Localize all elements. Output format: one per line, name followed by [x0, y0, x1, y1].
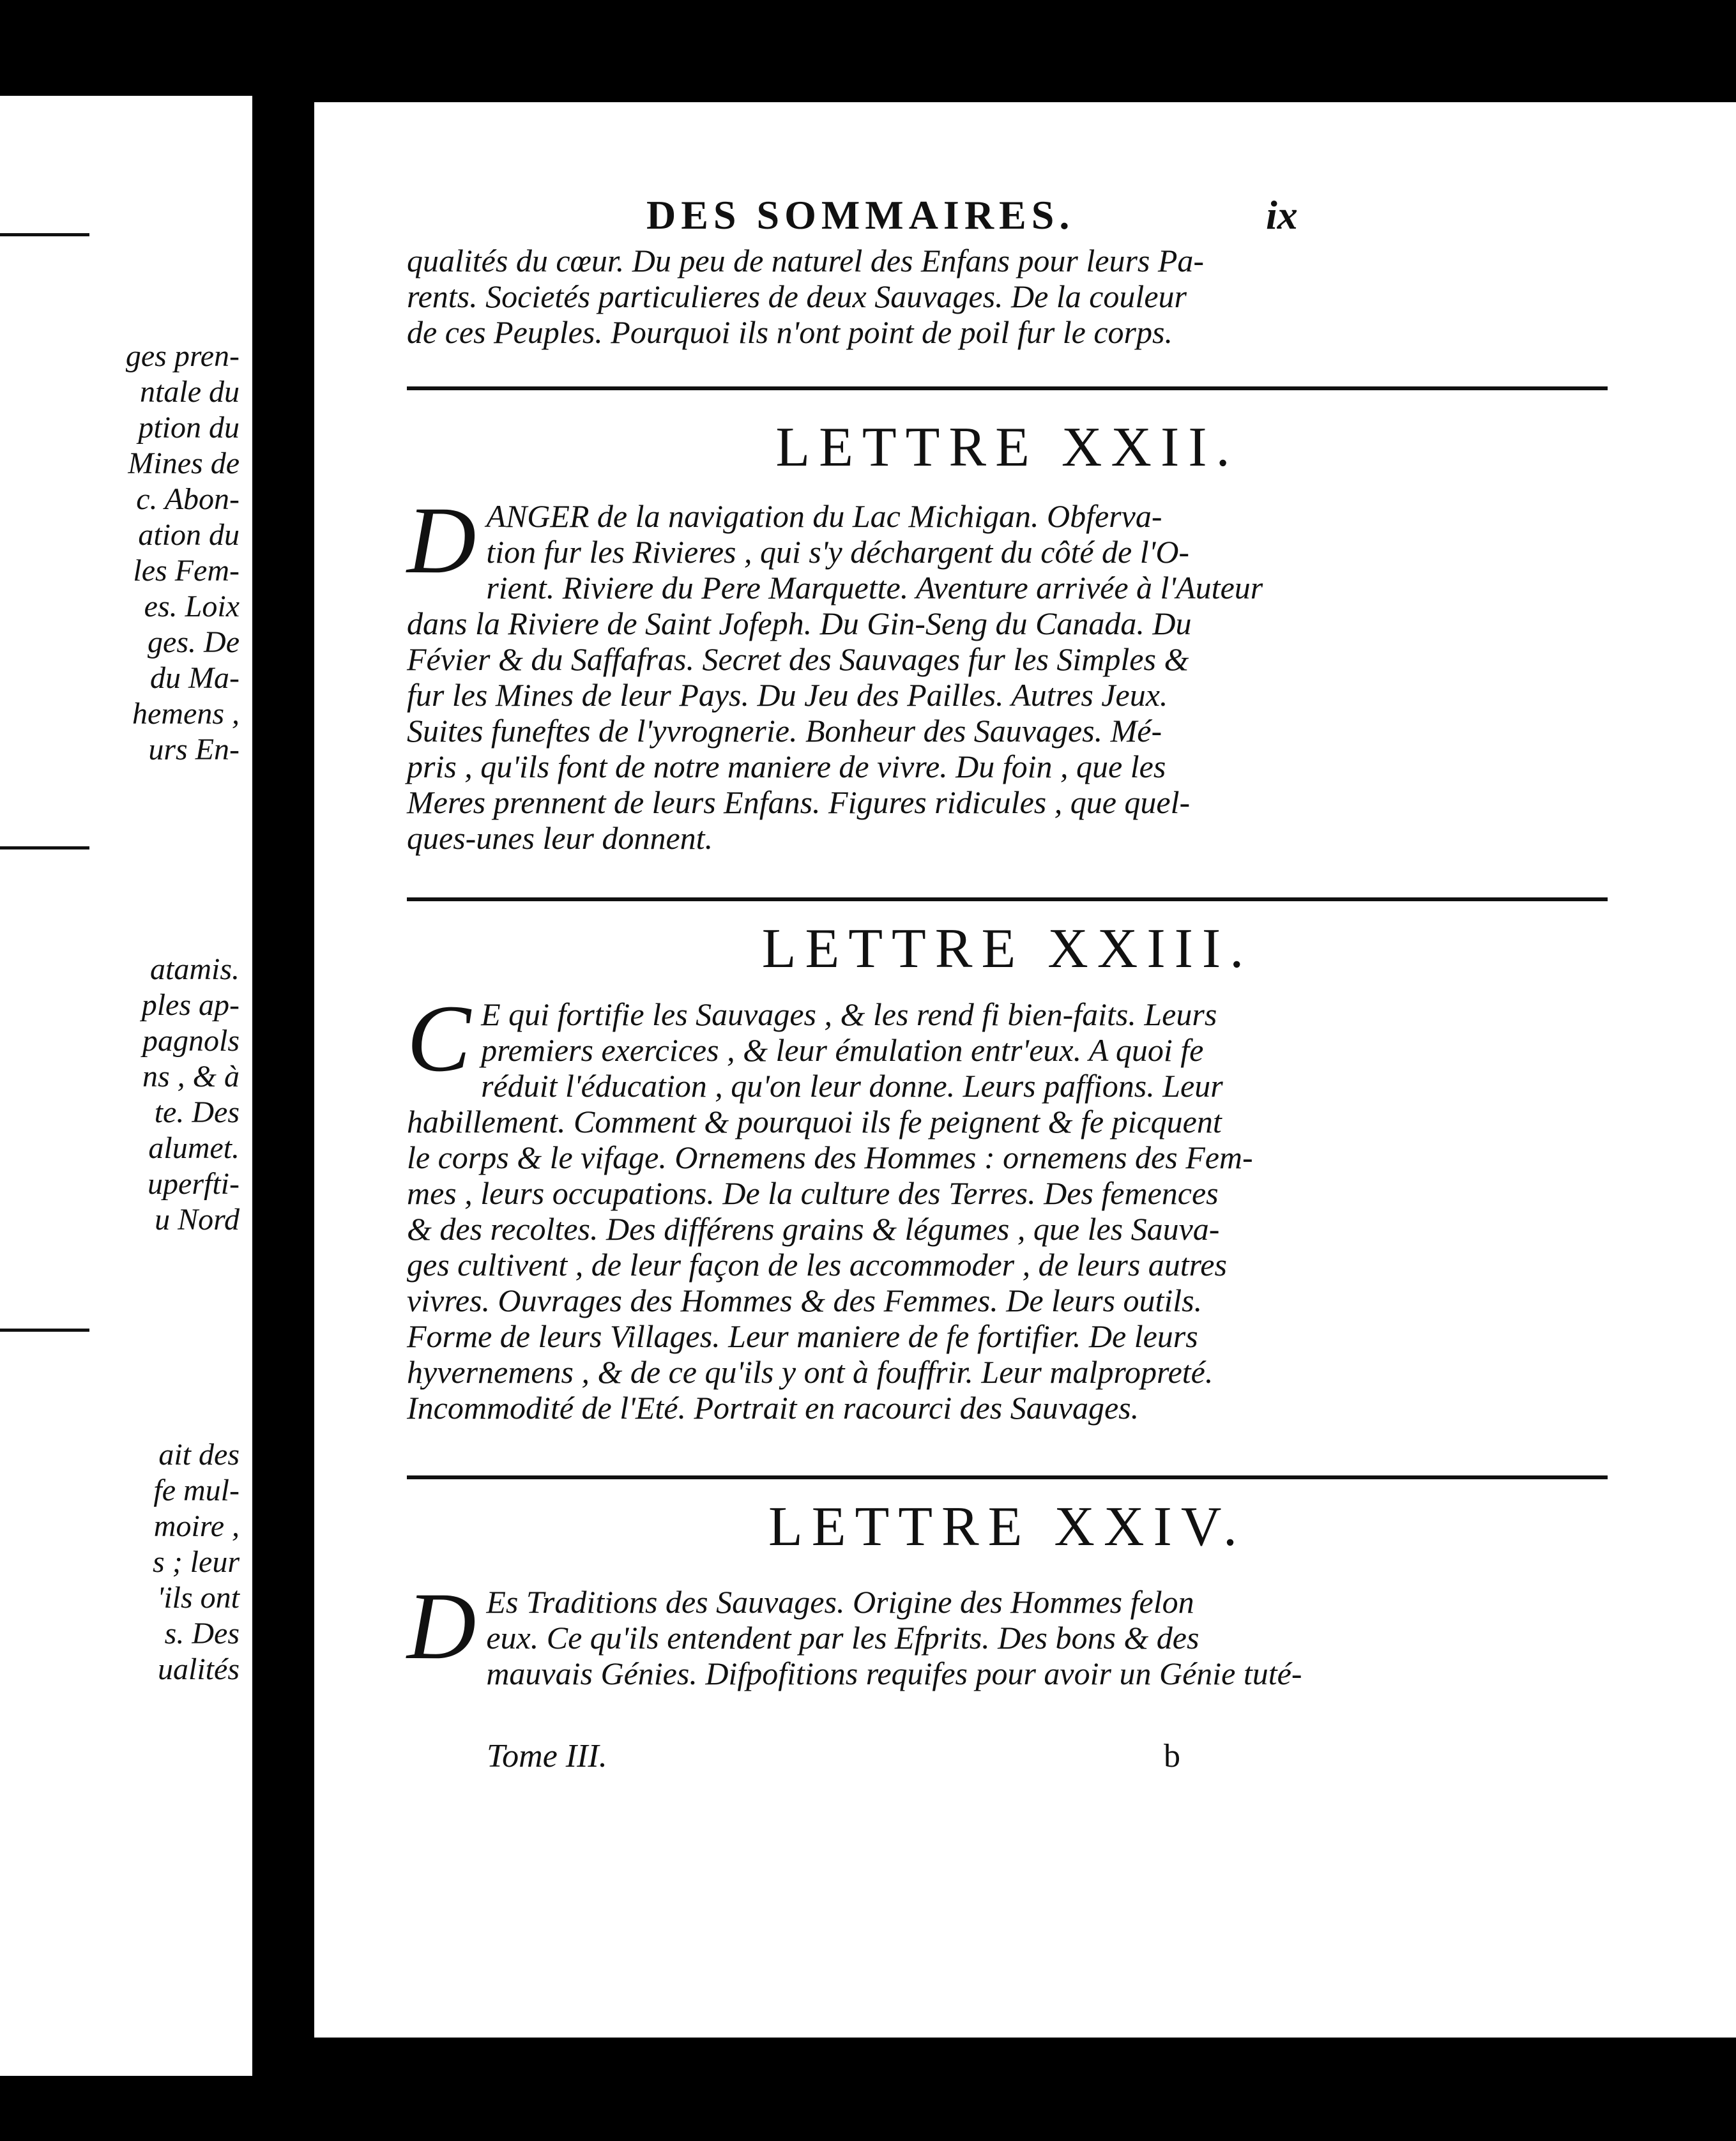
left-page-fragment: s ; leur [153, 1545, 240, 1579]
summary-line: Suites funeftes de l'yvrognerie. Bonheur des Sauvages. Mé- [407, 713, 1162, 749]
left-page-fragment: du Ma- [150, 661, 240, 695]
section-rule [407, 386, 1608, 390]
left-page-fragment: ns , & à [142, 1060, 240, 1093]
summary-line: Févier & du Saffafras. Secret des Sauvages fur les Simples & [407, 641, 1189, 677]
left-page-fragment: ait des [158, 1438, 240, 1472]
summary-line: le corps & le vifage. Ornemens des Hommes : ornemens des Fem- [407, 1139, 1253, 1175]
left-page-fragment: ption du [138, 411, 240, 445]
summary-line: ANGER de la navigation du Lac Michigan. Obferva- [486, 498, 1162, 534]
intro-line: de ces Peuples. Pourquoi ils n'ont point de poil fur le corps. [407, 314, 1173, 350]
right-page [314, 102, 1736, 2038]
letter-summary-xxiii [407, 986, 1608, 1426]
section-rule [407, 1475, 1608, 1479]
summary-line: & des recoltes. Des différens grains & légumes , que les Sauva- [407, 1211, 1220, 1247]
section-rule [407, 897, 1608, 901]
left-page-fragment: c. Abon- [136, 482, 240, 516]
left-page-fragment: les Fem- [133, 554, 240, 588]
letter-heading-xxiii: LETTRE XXIII. [761, 918, 1253, 980]
left-page-fragment: moire , [153, 1509, 240, 1543]
left-page-fragment: te. Des [154, 1095, 240, 1129]
summary-line: mes , leurs occupations. De la culture des Terres. Des femences [407, 1175, 1219, 1211]
summary-line: Incommodité de l'Eté. Portrait en racourci des Sauvages. [407, 1390, 1139, 1426]
drop-cap: D [407, 487, 476, 593]
left-page-fragment: ualités [158, 1652, 240, 1686]
summary-line: dans la Riviere de Saint Jofeph. Du Gin-Seng du Canada. Du [407, 606, 1192, 641]
left-page-fragment: 'ils ont [157, 1581, 240, 1615]
left-rule-middle [0, 846, 89, 850]
summary-line: réduit l'éducation , qu'on leur donne. Leurs paffions. Leur [481, 1068, 1223, 1104]
page-number: ix [1266, 192, 1298, 238]
left-page-fragment: atamis. [149, 952, 240, 986]
letter-summary-xxii [407, 487, 1608, 856]
summary-line: hyvernemens , & de ce qu'ils y ont à fouffrir. Leur malpropreté. [407, 1354, 1214, 1390]
left-facing-page [0, 96, 252, 2076]
left-page-fragment: fe mul- [153, 1474, 240, 1507]
summary-line: vivres. Ouvrages des Hommes & des Femmes. De leurs outils. [407, 1283, 1203, 1318]
left-page-fragment: ges pren- [125, 339, 240, 373]
summary-line: rient. Riviere du Pere Marquette. Aventure arrivée à l'Auteur [486, 570, 1263, 606]
left-page-fragment: pagnols [142, 1024, 240, 1058]
left-page-fragment: ntale du [140, 375, 240, 409]
left-rule-bottom [0, 1329, 89, 1332]
summary-line: ges cultivent , de leur façon de les accommoder , de leurs autres [407, 1247, 1227, 1283]
summary-line: Es Traditions des Sauvages. Origine des Hommes felon [486, 1584, 1194, 1620]
book-gutter [252, 0, 316, 2141]
intro-line: qualités du cœur. Du peu de naturel des Enfans pour leurs Pa- [407, 243, 1205, 278]
summary-line: mauvais Génies. Difpofitions requifes pour avoir un Génie tuté- [486, 1656, 1302, 1691]
summary-line: premiers exercices , & leur émulation entr'eux. A quoi fe [481, 1032, 1204, 1068]
left-page-fragment: u Nord [155, 1203, 240, 1237]
summary-line: Forme de leurs Villages. Leur maniere de fe fortifier. De leurs [407, 1318, 1198, 1354]
intro-paragraph [407, 243, 1608, 350]
left-rule-top [0, 233, 89, 236]
summary-line: ques-unes leur donnent. [407, 820, 713, 856]
left-page-fragment: uperfti- [148, 1167, 240, 1201]
summary-line: habillement. Comment & pourquoi ils fe peignent & fe picquent [407, 1104, 1222, 1139]
letter-heading-xxiv: LETTRE XXIV. [768, 1496, 1247, 1558]
summary-line: pris , qu'ils font de notre maniere de vivre. Du foin , que les [407, 749, 1166, 784]
running-head [314, 192, 1736, 243]
left-page-fragment: Mines de [128, 446, 240, 480]
summary-line: fur les Mines de leur Pays. Du Jeu des Pailles. Autres Jeux. [407, 677, 1168, 713]
running-title: DES SOMMAIRES. [646, 192, 1075, 238]
summary-line: eux. Ce qu'ils entendent par les Efprits. Des bons & des [486, 1620, 1199, 1656]
drop-cap: D [407, 1573, 476, 1679]
left-page-fragment: hemens , [132, 697, 240, 731]
intro-line: rents. Societés particulieres de deux Sauvages. De la couleur [407, 278, 1187, 314]
summary-line: tion fur les Rivieres , qui s'y déchargent du côté de l'O- [486, 534, 1190, 570]
left-page-fragment: s. Des [164, 1617, 240, 1650]
volume-label: Tome III. [487, 1738, 607, 1774]
left-page-fragment: urs En- [148, 733, 240, 766]
summary-line: E qui fortifie les Sauvages , & les rend fi bien-faits. Leurs [481, 996, 1217, 1032]
signature-mark: b [1164, 1738, 1180, 1774]
summary-line: Meres prennent de leurs Enfans. Figures ridicules , que quel- [407, 784, 1191, 820]
left-page-fragment: alumet. [148, 1131, 240, 1165]
left-page-fragment: es. Loix [144, 590, 240, 623]
drop-cap: C [407, 986, 471, 1092]
letter-heading-xxii: LETTRE XXII. [775, 416, 1239, 478]
left-page-fragment: ation du [138, 518, 240, 552]
left-page-fragment: ges. De [148, 625, 240, 659]
left-page-fragment: ples ap- [141, 988, 240, 1022]
letter-summary-xxiv [407, 1573, 1608, 1691]
